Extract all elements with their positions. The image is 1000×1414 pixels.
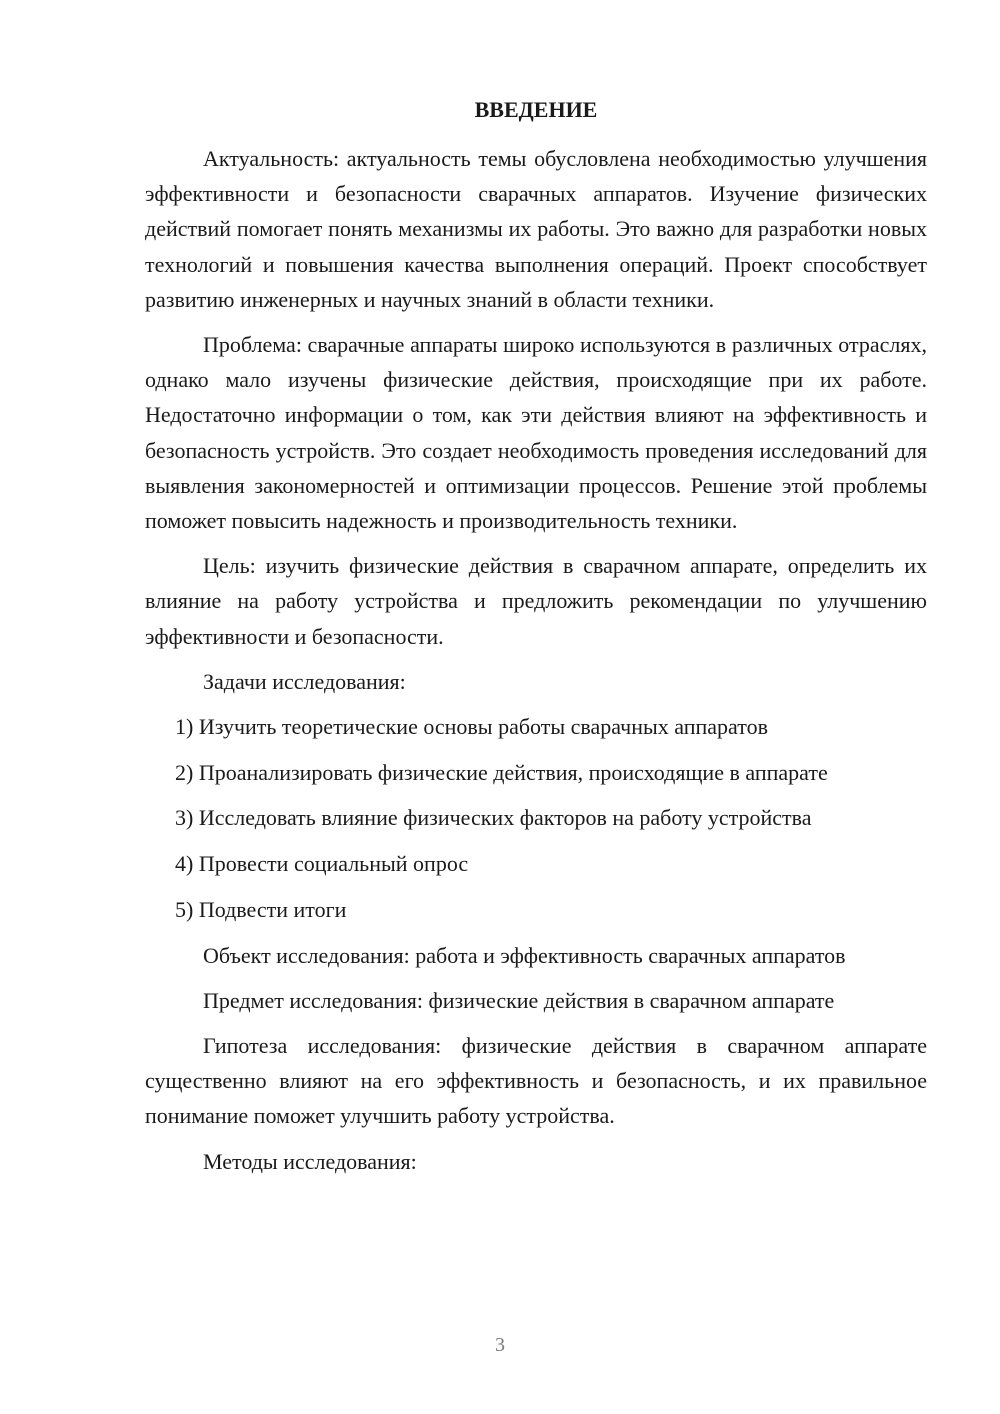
- section-title: ВВЕДЕНИЕ: [474, 97, 598, 122]
- document-page: [145, 92, 927, 1189]
- goal-paragraph: Цель: изучить физические действия в сварачном аппарате, определить их влияние на работу устройства и предложить рекомендации по улучшению эффективности и безопасности.: [145, 553, 927, 649]
- list-item: 2) Проанализировать физические действия, происходящие в аппарате: [175, 759, 828, 785]
- methods-heading: Методы исследования:: [203, 1148, 417, 1174]
- list-item: 5) Подвести итоги: [175, 896, 347, 922]
- hypothesis-paragraph: Гипотеза исследования: физические действия в сварачном аппарате существенно влияют на его эффективность и безопасность, и их правильное понимание поможет улучшить работу устройства.: [145, 1032, 927, 1129]
- list-item: 1) Изучить теоретические основы работы сварачных аппаратов: [175, 714, 768, 740]
- page-number: 3: [495, 1334, 505, 1356]
- list-item: 4) Провести социальный опрос: [175, 851, 469, 877]
- tasks-heading: Задачи исследования:: [203, 668, 406, 694]
- tasks-list: [145, 709, 927, 927]
- subject-paragraph: Предмет исследования: физические действия в сварачном аппарате: [203, 987, 835, 1013]
- list-item: 3) Исследовать влияние физических факторов на работу устройства: [175, 805, 812, 831]
- relevance-paragraph: Актуальность: актуальность темы обусловлена необходимостью улучшения эффективности и безопасности сварачных аппаратов. Изучение физических действий помогает понять механизмы их работы. Это важно для разработки новых технологий и повышения качества выполнения операций. Проект способствует развитию инженерных и научных знаний в области техники.: [145, 146, 927, 312]
- problem-paragraph: Проблема: сварачные аппараты широко используются в различных отраслях, однако мало изучены физические действия, происходящие при их работе. Недостаточно информации о том, как эти действия влияют на эффективность и безопасность устройств. Это создает необходимость проведения исследований для выявления закономерностей и оптимизации процессов. Решение этой проблемы поможет повысить надежность и производительность техники.: [145, 332, 927, 534]
- object-paragraph: Объект исследования: работа и эффективность сварачных аппаратов: [203, 942, 846, 968]
